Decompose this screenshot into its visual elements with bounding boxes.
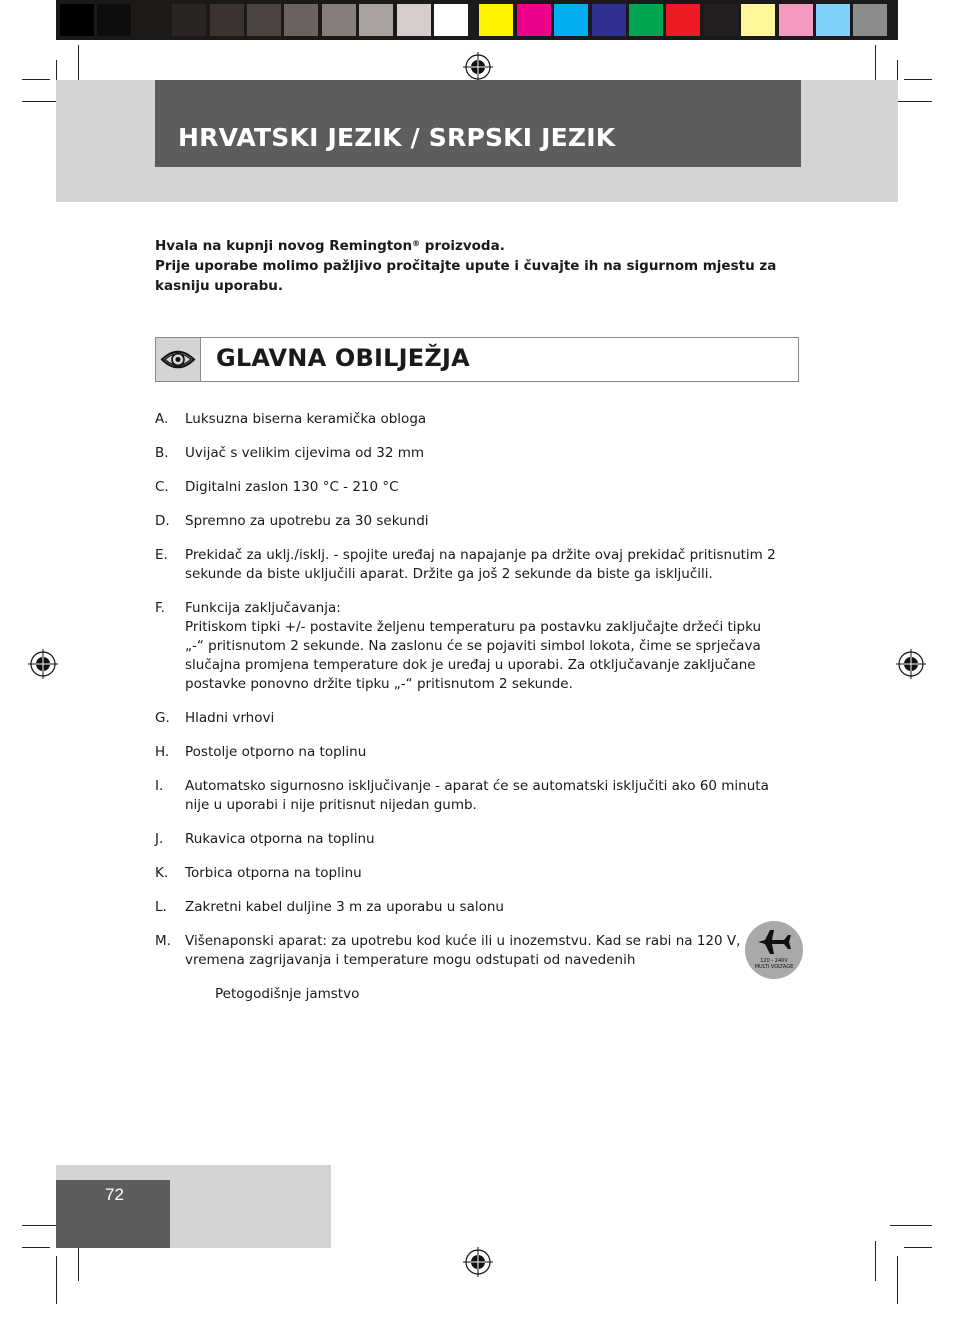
feature-text-line: Luksuzna biserna keramička obloga [185, 411, 427, 427]
color-swatch [853, 4, 887, 36]
section-title: GLAVNA OBILJEŽJA [216, 344, 470, 372]
color-swatch [779, 4, 813, 36]
feature-text-line: sekunde da biste uključili aparat. Držite ga još 2 sekunde da biste ga isključili. [185, 566, 713, 582]
feature-item [155, 546, 795, 584]
crop-mark [22, 79, 50, 80]
color-swatch [359, 4, 393, 36]
registration-mark-icon [463, 52, 493, 82]
color-swatch [172, 4, 206, 36]
color-swatch [666, 4, 700, 36]
feature-item [155, 864, 795, 883]
feature-item [155, 932, 795, 970]
feature-item [155, 777, 795, 815]
feature-letter: K. [155, 865, 169, 881]
color-swatch [629, 4, 663, 36]
feature-text-line: Višenaponski aparat: za upotrebu kod kuće ili u inozemstvu. Kad se rabi na 120 V, [185, 933, 741, 949]
feature-text-line: Digitalni zaslon 130 °C - 210 °C [185, 479, 399, 495]
color-swatch [397, 4, 431, 36]
color-swatch [210, 4, 244, 36]
crop-mark [897, 1256, 898, 1304]
intro-line-1 [155, 236, 795, 256]
color-swatch [816, 4, 850, 36]
feature-item [155, 478, 795, 497]
feature-letter: C. [155, 479, 169, 495]
section-icon-cell [156, 338, 201, 381]
page-title: HRVATSKI JEZIK / SRPSKI JEZIK [178, 123, 616, 152]
feature-text-line: nije u uporabi i nije pritisnut nijedan gumb. [185, 797, 477, 813]
feature-text-line: Zakretni kabel duljine 3 m za uporabu u salonu [185, 899, 504, 915]
feature-text [185, 410, 795, 429]
feature-text [185, 932, 795, 970]
crop-mark [904, 79, 932, 80]
feature-letter: B. [155, 445, 169, 461]
feature-letter: E. [155, 547, 168, 563]
feature-text-line: Hladni vrhovi [185, 710, 275, 726]
feature-text-line: postavke ponovno držite tipku „-“ pritisnutom 2 sekunde. [185, 676, 573, 692]
feature-item [155, 599, 795, 694]
color-swatch [284, 4, 318, 36]
feature-item [155, 830, 795, 849]
feature-text [185, 743, 795, 762]
crop-mark [22, 1247, 50, 1248]
color-swatch [60, 4, 94, 36]
feature-text-line: Rukavica otporna na toplinu [185, 831, 375, 847]
section-heading [155, 337, 799, 382]
feature-letter: D. [155, 513, 170, 529]
feature-letter: J. [155, 831, 164, 847]
feature-text [185, 777, 795, 815]
feature-text-line: Spremno za upotrebu za 30 sekundi [185, 513, 429, 529]
badge-label: MULTI VOLTAGE [754, 964, 794, 970]
crop-mark [875, 1241, 876, 1281]
feature-text-line: „-“ pritisnutom 2 sekunde. Na zaslonu će se pojaviti simbol lokota, čime se sprječava [185, 638, 761, 654]
crop-mark [890, 1225, 932, 1226]
feature-text-line: Pritiskom tipki +/- postavite željenu temperaturu pa postavku zaključajte držeći tipku [185, 619, 762, 635]
feature-letter: M. [155, 933, 171, 949]
airplane-icon [756, 927, 792, 957]
feature-text-line: Uvijač s velikim cijevima od 32 mm [185, 445, 425, 461]
color-swatch [97, 4, 131, 36]
color-swatch [247, 4, 281, 36]
intro-line-2: Prije uporabe molimo pažljivo pročitajte upute i čuvajte ih na sigurnom mjestu za kasniju uporabu. [155, 258, 777, 294]
crop-mark [904, 1247, 932, 1248]
feature-text-line: Postolje otporno na toplinu [185, 744, 367, 760]
feature-item [155, 444, 795, 463]
feature-text [185, 864, 795, 883]
feature-text-line: Funkcija zaključavanja: [185, 600, 341, 616]
feature-letter: I. [155, 778, 164, 794]
feature-text-line: Prekidač za uklj./isklj. - spojite uređaj na napajanje pa držite ovaj prekidač pritisnutim 2 [185, 547, 776, 563]
feature-text-line: Torbica otporna na toplinu [185, 865, 362, 881]
feature-item [155, 709, 795, 728]
registration-mark-icon [463, 1247, 493, 1277]
registered-mark: ® [412, 239, 421, 248]
feature-list [155, 410, 795, 985]
feature-letter: L. [155, 899, 167, 915]
feature-letter: F. [155, 600, 165, 616]
color-swatch [322, 4, 356, 36]
feature-text [185, 830, 795, 849]
crop-mark [56, 1256, 57, 1304]
feature-text-line: slučajna promjena temperature dok je uređaj u uporabi. Za otključavanje zaključane [185, 657, 756, 673]
color-swatch [592, 4, 626, 36]
registration-mark-icon [28, 649, 58, 679]
registration-mark-icon [896, 649, 926, 679]
feature-item [155, 743, 795, 762]
feature-text [185, 599, 795, 694]
feature-item [155, 512, 795, 531]
intro-line-1-end: proizvoda. [420, 238, 505, 254]
eye-icon [156, 338, 200, 381]
color-swatch [704, 4, 738, 36]
intro-text [155, 236, 795, 296]
feature-letter: G. [155, 710, 170, 726]
feature-letter: A. [155, 411, 169, 427]
feature-text [185, 444, 795, 463]
page-number: 72 [105, 1185, 124, 1204]
feature-text [185, 512, 795, 531]
color-swatch [741, 4, 775, 36]
feature-text [185, 898, 795, 917]
color-swatch [554, 4, 588, 36]
color-swatch [434, 4, 468, 36]
color-swatch [479, 4, 513, 36]
intro-line-1-text: Hvala na kupnji novog Remington [155, 238, 413, 254]
color-calibration-bar [56, 0, 898, 40]
color-swatch [517, 4, 551, 36]
feature-item [155, 898, 795, 917]
multi-voltage-badge [745, 921, 803, 979]
feature-letter: H. [155, 744, 170, 760]
feature-text-line: vremena zagrijavanja i temperature mogu odstupati od navedenih [185, 952, 636, 968]
feature-item [155, 410, 795, 429]
feature-text [185, 478, 795, 497]
badge-voltage: 120 - 240V [760, 958, 788, 964]
warranty-note: Petogodišnje jamstvo [215, 986, 360, 1002]
feature-text [185, 709, 795, 728]
color-swatch [135, 4, 169, 36]
feature-text-line: Automatsko sigurnosno isključivanje - aparat će se automatski isključiti ako 60 minuta [185, 778, 769, 794]
feature-text [185, 546, 795, 584]
